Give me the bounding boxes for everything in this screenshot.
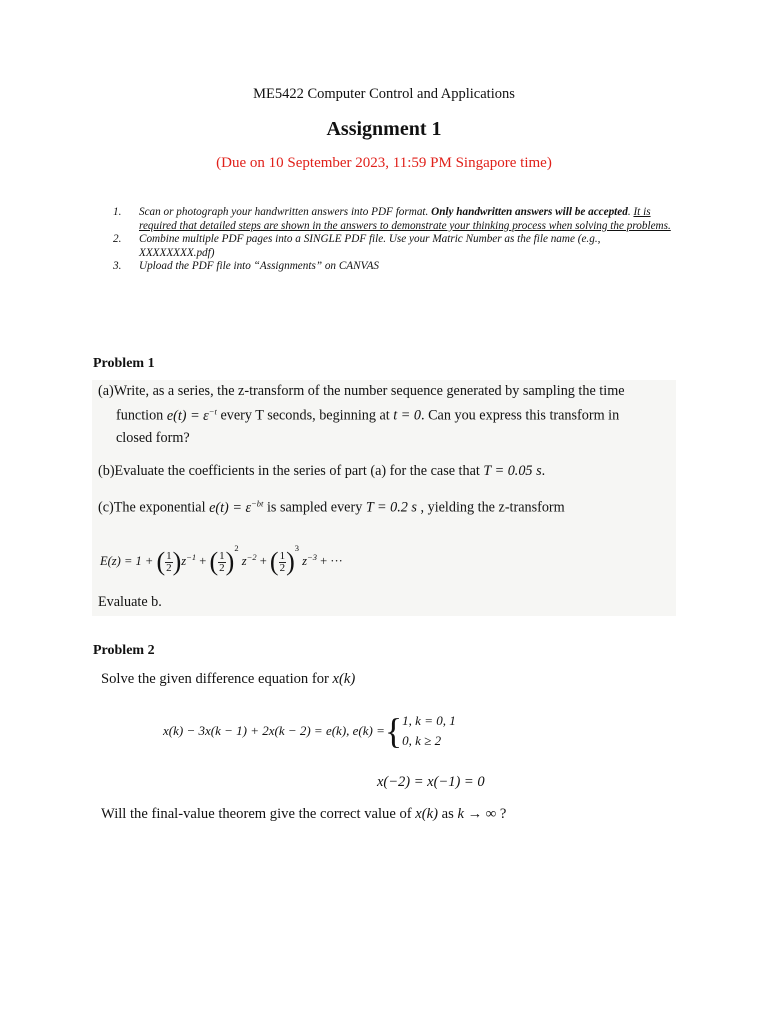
problem-1a-line-1: (a)Write, as a series, the z-transform of the number sequence generated by sampling the time [98, 383, 625, 399]
course-title: ME5422 Computer Control and Applications [253, 86, 515, 102]
problem-1b: (b)Evaluate the coefficients in the series of part (a) for the case that T = 0.05 s. [98, 463, 546, 479]
problem-1-heading: Problem 1 [93, 356, 155, 371]
problem-1a-line-3: closed form? [116, 430, 190, 446]
problem-1c: (c)The exponential $e(t) = \varepsilon^{-bt}$ is sampled every T = 0.2 s , yielding the z-transform [98, 498, 565, 516]
initial-conditions: x(−2) = x(−1) = 0 [377, 774, 485, 790]
problem-1a-line-2: function $e(t) = \varepsilon^{-t}$ every T seconds, beginning at t = 0. Can you express this transform in [116, 406, 620, 424]
due-date: (Due on 10 September 2023, 11:59 PM Singapore time) [216, 155, 552, 171]
problem-2-heading: Problem 2 [93, 643, 155, 658]
assignment-title: Assignment 1 [326, 118, 442, 140]
difference-equation: x(k) − 3x(k − 1) + 2x(k − 2) = e(k), e(k) = { 1, k = 0, 1 0, k ≥ 2 [163, 711, 456, 751]
problem-2-intro: Solve the given difference equation for x(k) [101, 671, 356, 687]
instruction-item-1: 1. Scan or photograph your handwritten answers into PDF format. Only handwritten answers will be accepted. It is required that detailed steps are shown in the answers to demonstrate your thinking process when solving the problems. [113, 206, 671, 232]
problem-2-question: Will the final-value theorem give the correct value of x(k) as k → ∞ ? [101, 806, 507, 822]
instruction-item-3: 3. Upload the PDF file into “Assignments” on CANVAS [113, 260, 380, 273]
series-equation: E(z) = 1 + ( $\frac{1}{2}$ )$z^{-1}$ + ( $\frac{1}{2}$ )$^2$ $z^{-2}$ + ( $\frac{1}{2}$ )$^3$ $z^{-3}$ + ··· [100, 543, 343, 577]
problem-1c-evaluate: Evaluate b. [98, 594, 162, 610]
instructions-list [113, 206, 673, 274]
instruction-item-2: 2. Combine multiple PDF pages into a SINGLE PDF file. Use your Matric Number as the file name (e.g., XXXXXXXX.pdf) [113, 233, 601, 259]
